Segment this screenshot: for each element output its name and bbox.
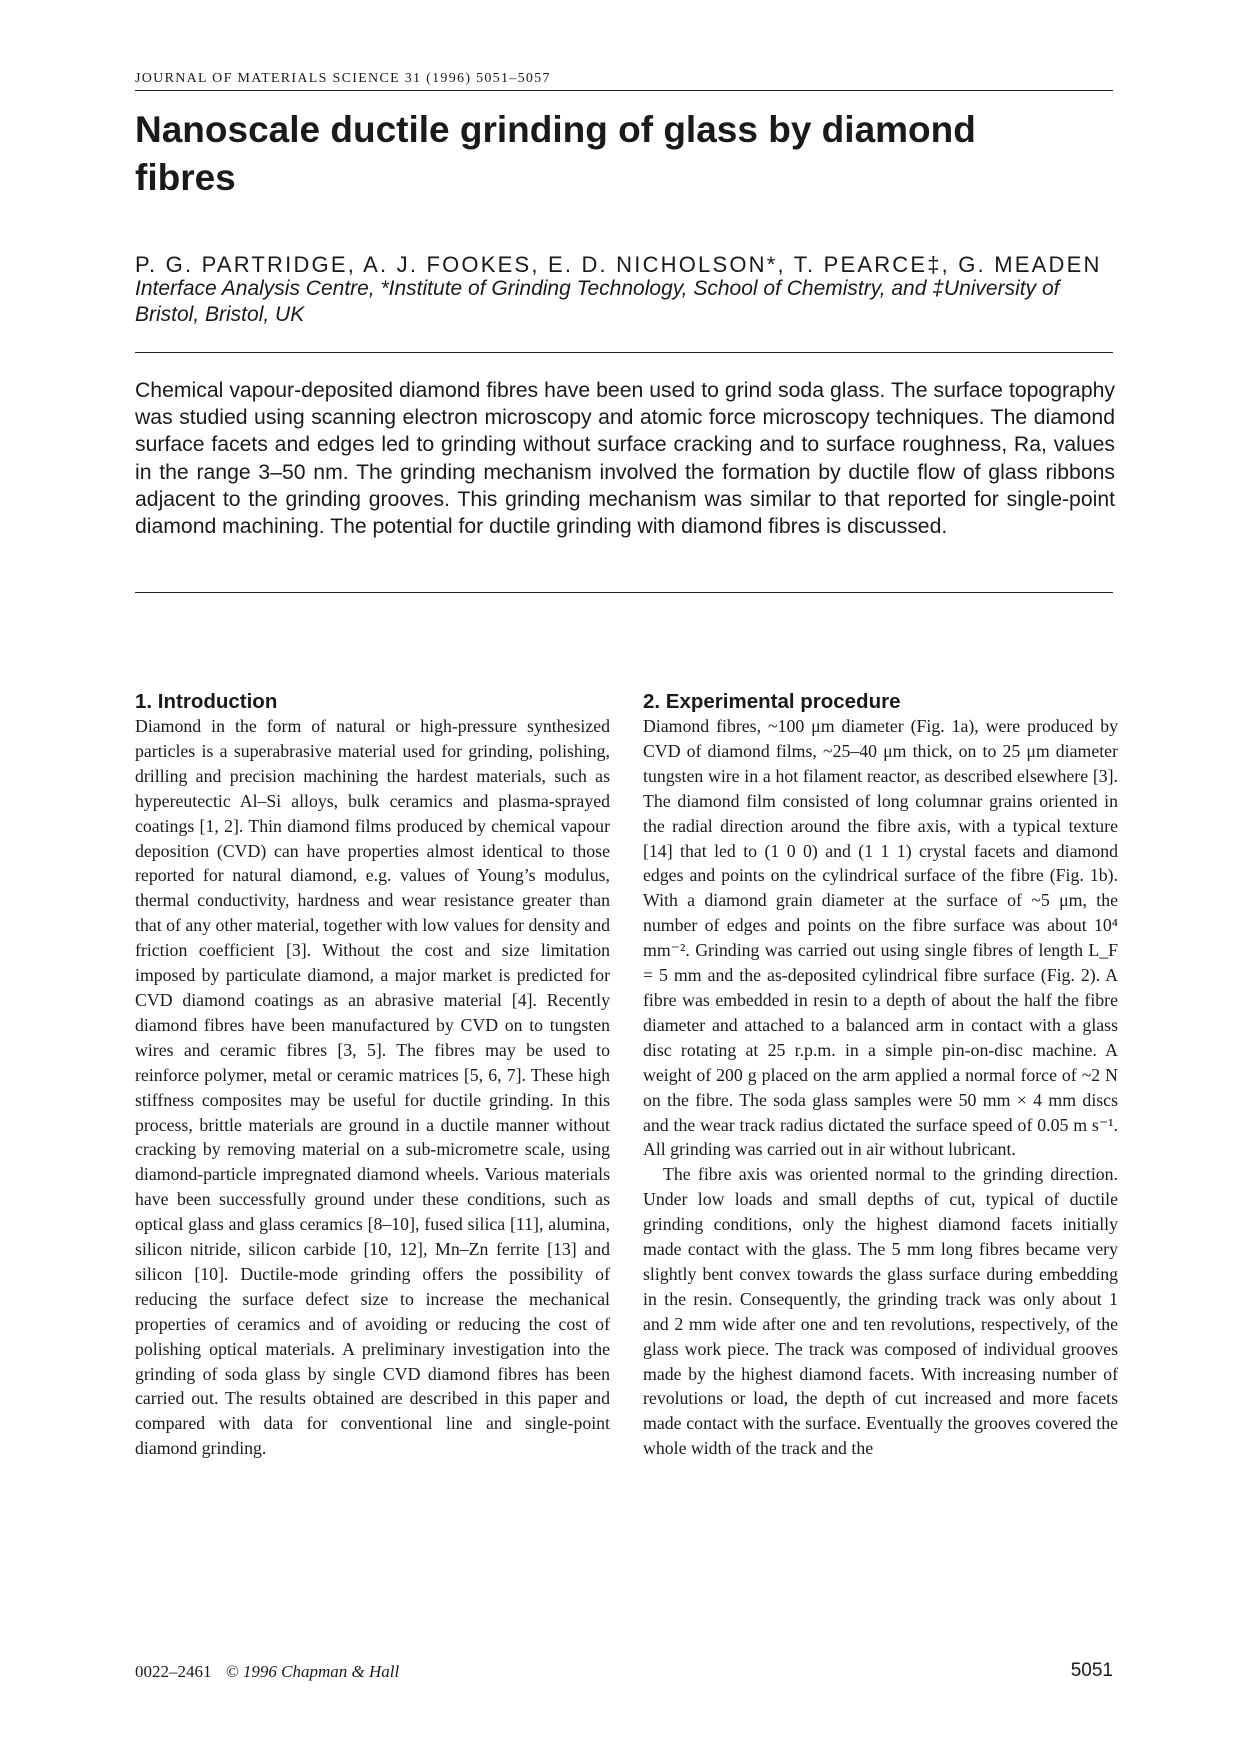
right-column — [643, 690, 1118, 1461]
section-heading-experimental: 2. Experimental procedure — [643, 690, 901, 713]
experimental-paragraph-1: Diamond fibres, ~100 μm diameter (Fig. 1a), were produced by CVD of diamond films, ~25–40 μm thick, on to 25 μm diameter tungsten wire in a hot filament reactor, as described elsewhere [3]. The diamond film consisted of long columnar grains oriented in the radial direction around the fibre axis, with a typical texture [14] that led to (1 0 0) and (1 1 1) crystal facets and diamond edges and points on the cylindrical surface of the fibre (Fig. 1b). With a diamond grain diameter at the surface of ~5 μm, the number of edges and points on the fibre surface was about 10⁴ mm⁻². Grinding was carried out using single fibres of length L_F = 5 mm and the as-deposited cylindrical fibre surface (Fig. 2). A fibre was embedded in resin to a depth of about the half the fibre diameter and attached to a balanced arm in contact with a glass disc rotating at 25 r.p.m. in a simple pin-on-disc machine. A weight of 200 g placed on the arm applied a normal force of ~2 N on the fibre. The soda glass samples were 50 mm × 4 mm discs and the wear track radius dictated the surface speed of 0.05 m s⁻¹. All grinding was carried out in air without lubricant. — [643, 716, 1118, 1160]
page-number: 5051 — [1070, 1660, 1113, 1681]
abstract: Chemical vapour-deposited diamond fibres have been used to grind soda glass. The surface topography was studied using scanning electron microscopy and atomic force microscopy techniques. The diamond surface facets and edges led to grinding without surface cracking and to surface roughness, Ra, values in the range 3–50 nm. The grinding mechanism involved the formation by ductile flow of glass ribbons adjacent to the grinding grooves. This grinding mechanism was similar to that reported for single-point diamond machining. The potential for ductile grinding with diamond fibres is discussed. — [135, 379, 1115, 539]
copyright-notice: © 1996 Chapman & Hall — [225, 1662, 400, 1681]
left-column — [135, 690, 610, 1461]
author-affiliation: Interface Analysis Centre, *Institute of Grinding Technology, School of Chemistry, and ‡University of Bristol, Bristol, UK — [135, 277, 1060, 326]
abstract-top-rule — [135, 352, 1113, 353]
abstract-bottom-rule — [135, 592, 1113, 593]
experimental-paragraph-2: The fibre axis was oriented normal to the grinding direction. Under low loads and small depths of cut, typical of ductile grinding conditions, only the highest diamond facets initially made contact with the glass. The 5 mm long fibres became very slightly bent convex towards the glass surface during embedding in the resin. Consequently, the grinding track was only about 1 and 2 mm wide after one and ten revolutions, respectively, of the glass work piece. The track was composed of individual grooves made by the highest diamond facets. With increasing number of revolutions or load, the depth of cut increased and more facets made contact with the surface. Eventually the grooves covered the whole width of the track and the — [643, 1164, 1118, 1459]
section-heading-introduction: 1. Introduction — [135, 690, 278, 713]
journal-header: JOURNAL OF MATERIALS SCIENCE 31 (1996) 5051–5057 — [135, 71, 1113, 91]
introduction-paragraph: Diamond in the form of natural or high-pressure synthesized particles is a superabrasive material used for grinding, polishing, drilling and precision machining the hardest materials, such as hypereutectic Al–Si alloys, bulk ceramics and plasma-sprayed coatings [1, 2]. Thin diamond films produced by chemical vapour deposition (CVD) can have properties almost identical to those reported for natural diamond, e.g. values of Young’s modulus, thermal conductivity, hardness and wear resistance greater than that of any other material, together with low values for density and friction coefficient [3]. Without the cost and size limitation imposed by particulate diamond, a major market is predicted for CVD diamond coatings as an abrasive material [4]. Recently diamond fibres have been manufactured by CVD on to tungsten wires and ceramic fibres [3, 5]. The fibres may be used to reinforce polymer, metal or ceramic matrices [5, 6, 7]. These high stiffness composites may be useful for ductile grinding. In this process, brittle materials are ground in a ductile manner without cracking by removing material on a sub-micrometre scale, using diamond-particle impregnated diamond wheels. Various materials have been successfully ground under these conditions, such as optical glass and glass ceramics [8–10], fused silica [11], alumina, silicon nitride, silicon carbide [10, 12], Mn–Zn ferrite [13] and silicon [10]. Ductile-mode grinding offers the possibility of reducing the surface defect size to increase the mechanical properties of ceramics and of avoiding or reducing the cost of polishing optical materials. A preliminary investigation into the grinding of soda glass by single CVD diamond fibres has been carried out. The results obtained are described in this paper and compared with data for conventional line and single-point diamond grinding. — [135, 716, 611, 1459]
issn-number: 0022–2461 — [135, 1662, 212, 1681]
author-list: P. G. PARTRIDGE, A. J. FOOKES, E. D. NICHOLSON*, T. PEARCE‡, G. MEADEN — [135, 252, 1102, 277]
footer-publication-info — [135, 1662, 399, 1682]
article-title: Nanoscale ductile grinding of glass by diamond fibres — [135, 109, 976, 198]
